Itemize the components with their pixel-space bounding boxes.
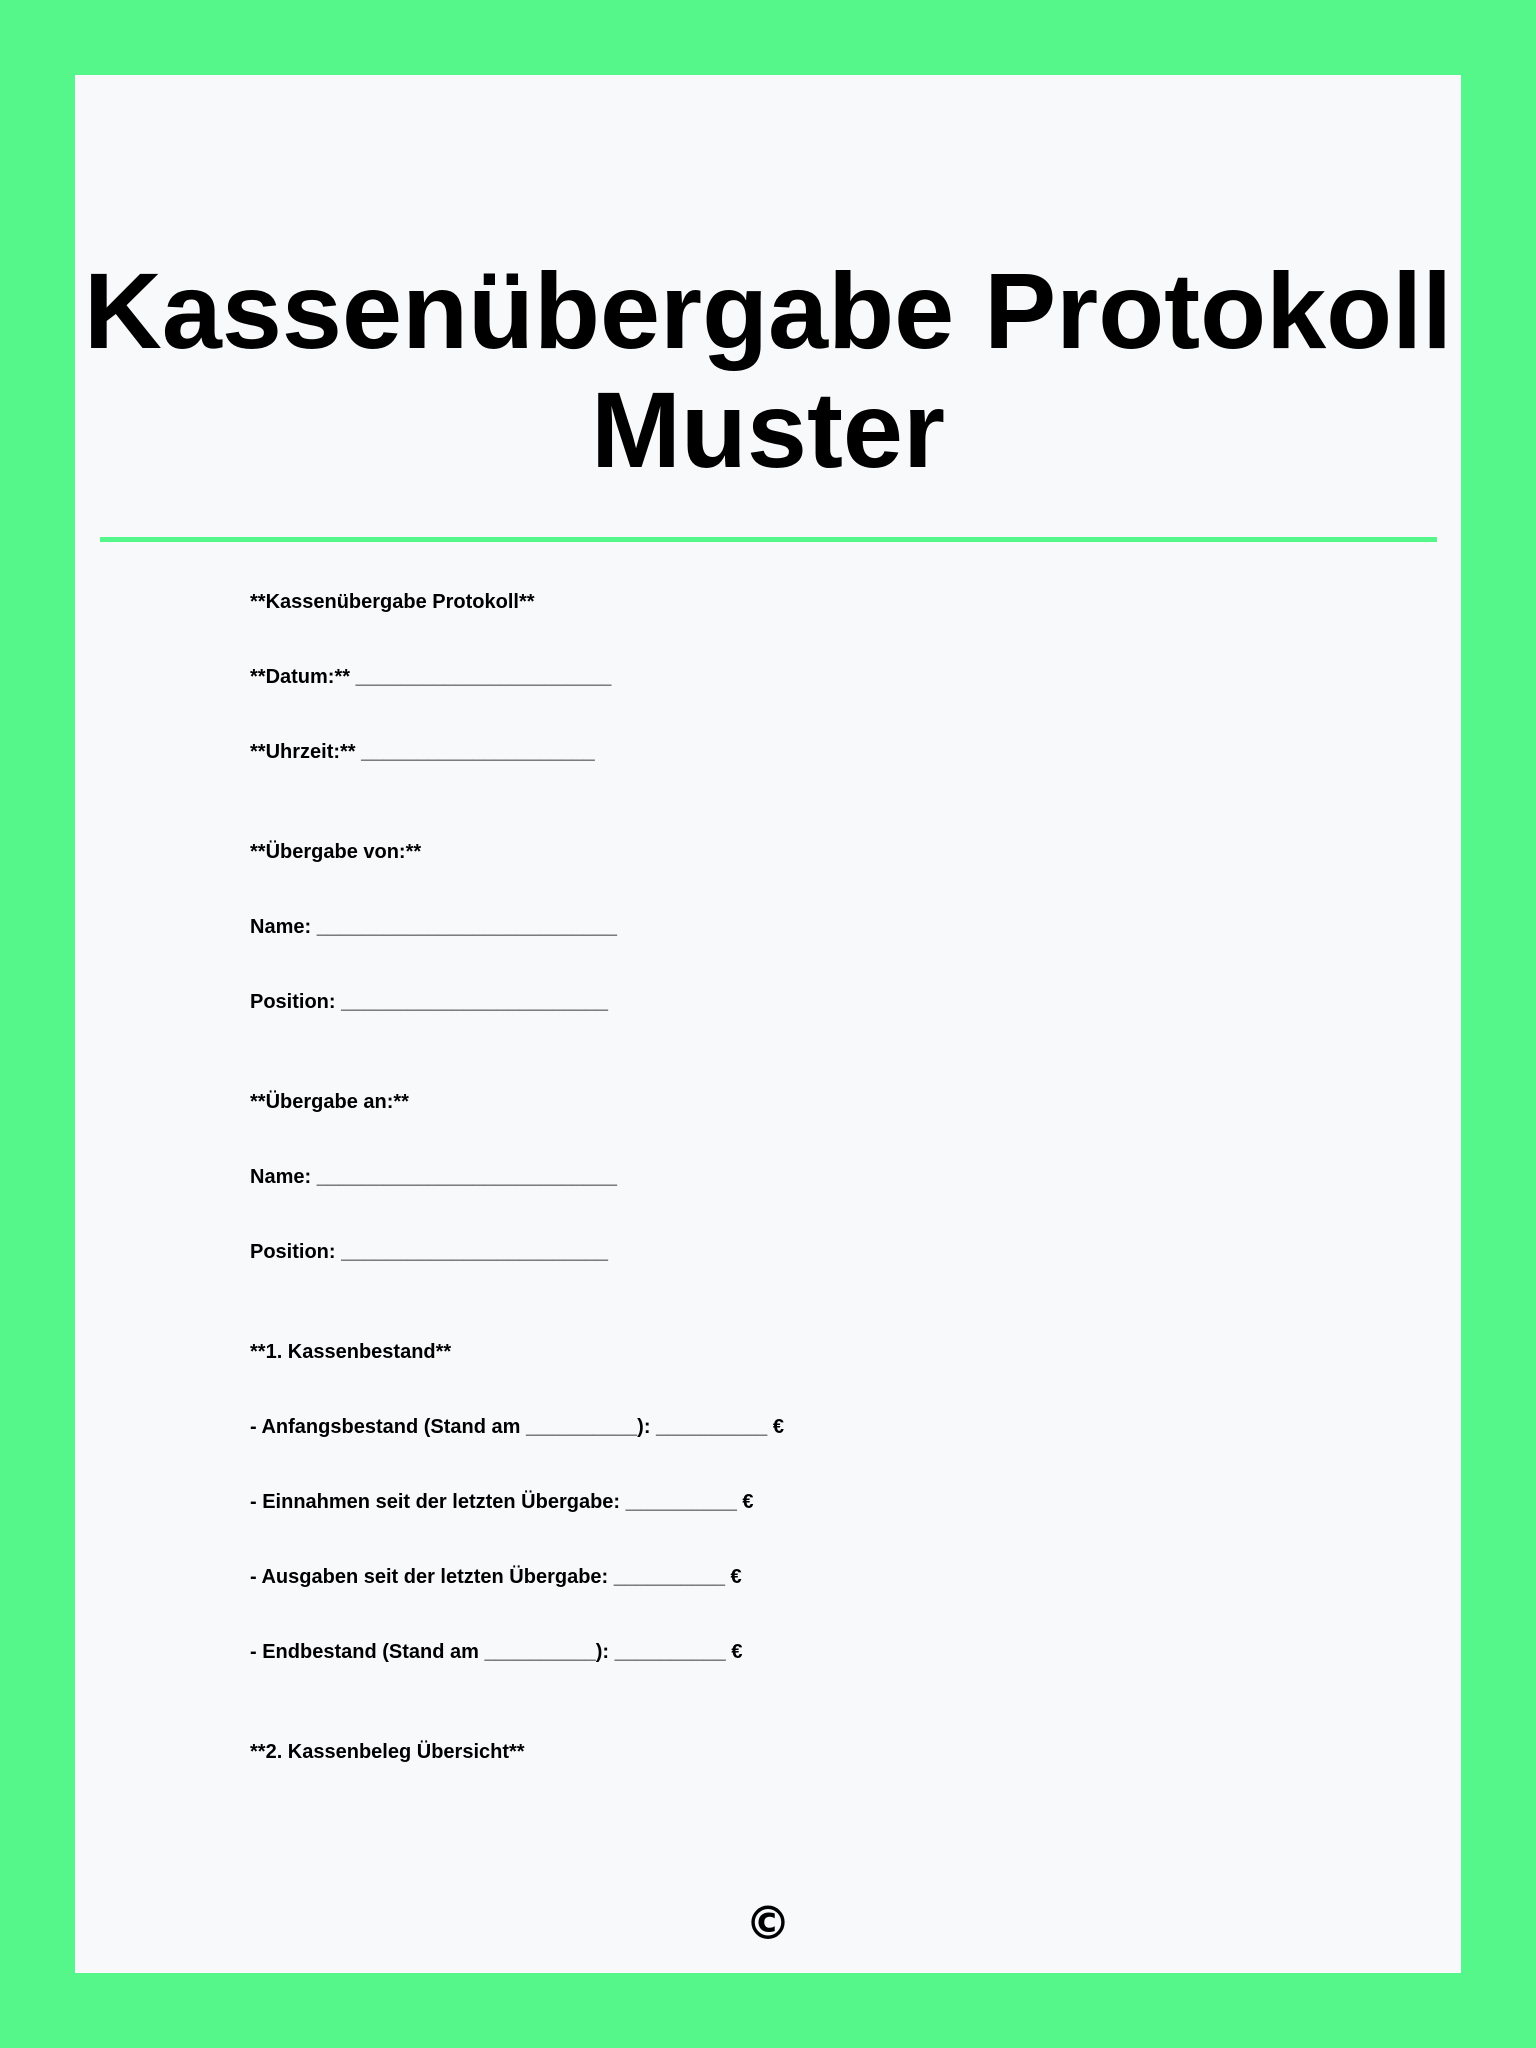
title-divider	[100, 537, 1437, 542]
endbestand-line: - Endbestand (Stand am __________): __________ €	[250, 1641, 743, 1663]
uebergabe-von-heading: **Übergabe von:**	[250, 841, 422, 863]
kassenbestand-heading: **1. Kassenbestand**	[250, 1341, 452, 1363]
anfangsbestand-line: - Anfangsbestand (Stand am __________): __________ €	[250, 1416, 784, 1438]
uebergabe-an-heading: **Übergabe an:**	[250, 1091, 409, 1113]
document-page	[75, 75, 1461, 1973]
kassenbeleg-heading: **2. Kassenbeleg Übersicht**	[250, 1741, 525, 1763]
uhrzeit-field: **Uhrzeit:** _____________________	[250, 741, 595, 763]
uebergabe-von-position-field: Position: ________________________	[250, 991, 609, 1013]
datum-field: **Datum:** _______________________	[250, 666, 612, 688]
ausgaben-line: - Ausgaben seit der letzten Übergabe: __________ €	[250, 1566, 742, 1588]
uebergabe-an-name-field: Name: ___________________________	[250, 1166, 618, 1188]
uebergabe-an-position-field: Position: ________________________	[250, 1241, 609, 1263]
document-title: Kassenübergabe Protokoll Muster	[83, 250, 1453, 490]
copyright-icon: ©	[745, 1896, 791, 1950]
protocol-heading: **Kassenübergabe Protokoll**	[250, 591, 535, 613]
uebergabe-von-name-field: Name: ___________________________	[250, 916, 618, 938]
einnahmen-line: - Einnahmen seit der letzten Übergabe: __________ €	[250, 1491, 754, 1513]
